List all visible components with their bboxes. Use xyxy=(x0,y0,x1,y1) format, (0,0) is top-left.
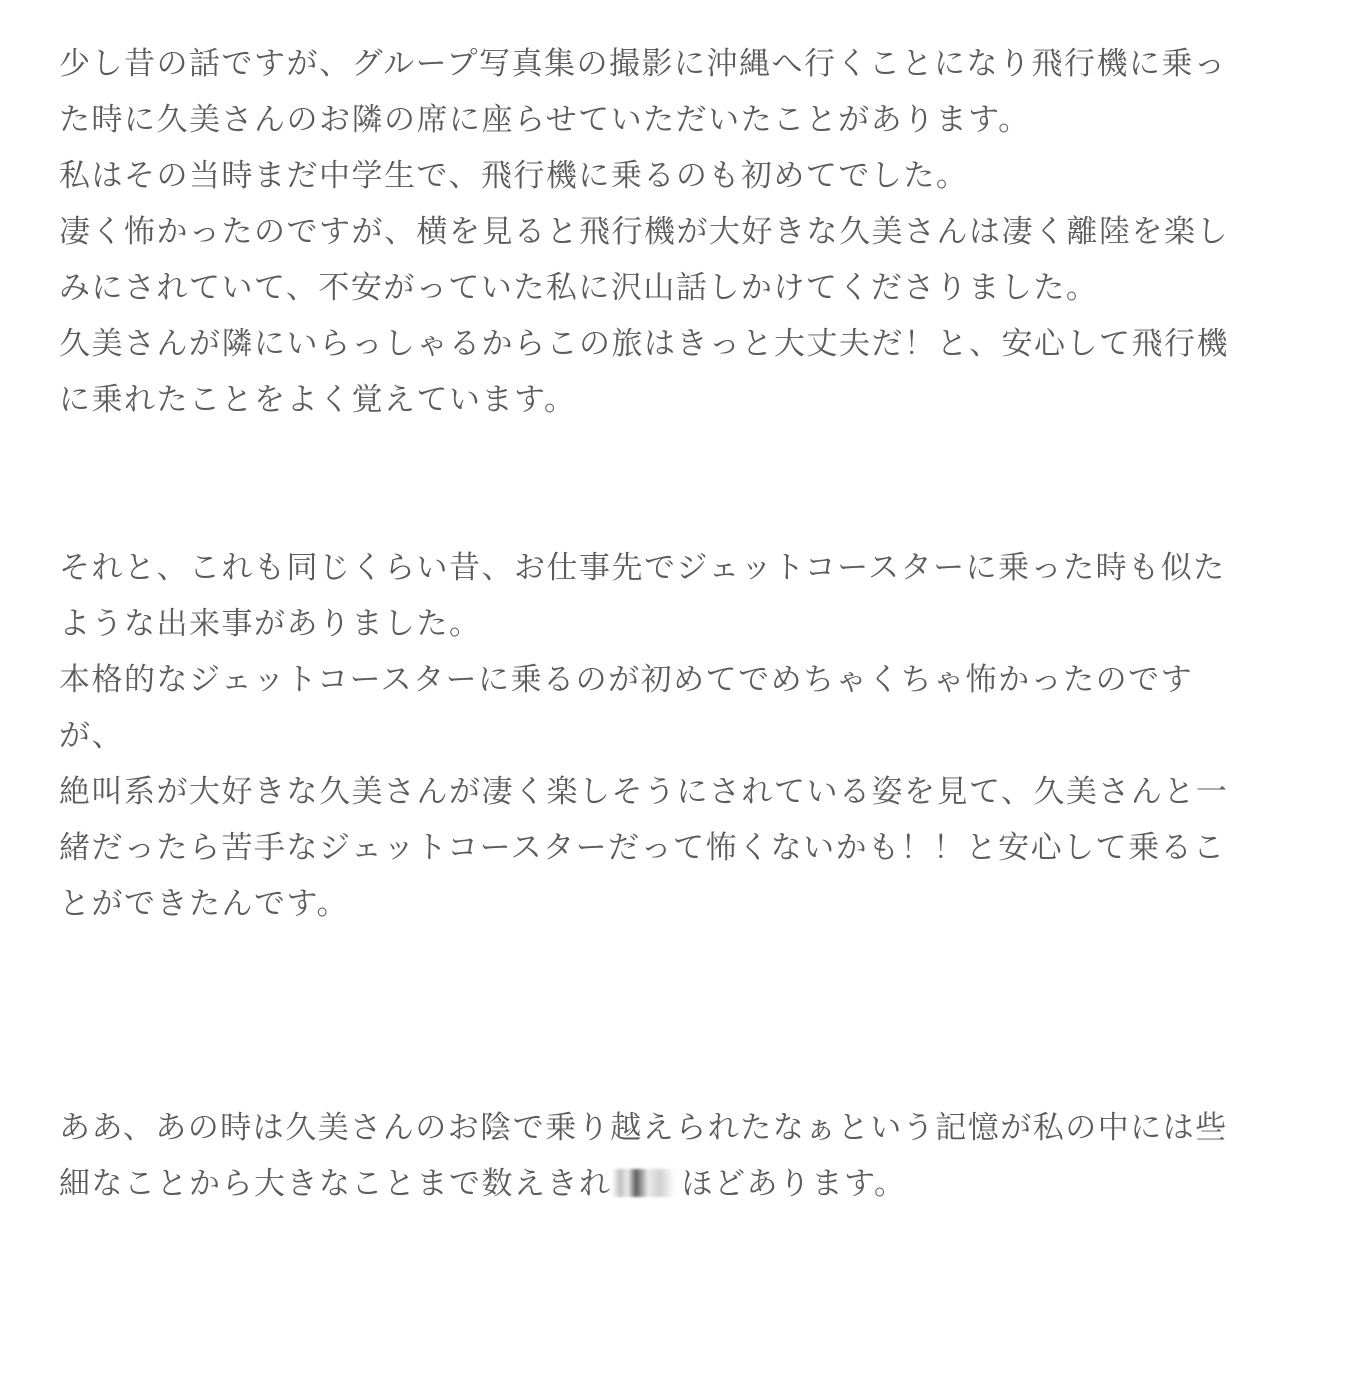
paragraph-3 xyxy=(59,1100,1299,1212)
text-line: 私はその当時まだ中学生で、飛行機に乗るのも初めてでした。 xyxy=(59,158,969,194)
text-line: 本格的なジェットコースターに乗るのが初めてでめちゃくちゃ怖かったのです xyxy=(59,662,1194,698)
text-line: とができたんです。 xyxy=(59,886,350,922)
text-line: ああ、あの時は久美さんのお陰で乗り越えられたなぁという記憶が私の中には些 xyxy=(59,1110,1228,1146)
text-line: ような出来事がありました。 xyxy=(59,606,482,642)
text-line: た時に久美さんのお隣の席に座らせていただいたことがあります。 xyxy=(59,102,1031,138)
text-line: に乗れたことをよく覚えています。 xyxy=(59,382,577,418)
paragraph-1 xyxy=(59,36,1299,428)
text-line: みにされていて、不安がっていた私に沢山話しかけてくださりました。 xyxy=(59,270,1099,306)
text-fragment: ほどあります。 xyxy=(681,1166,907,1202)
text-line: 少し昔の話ですが、グループ写真集の撮影に沖縄へ行くことになり飛行機に乗っ xyxy=(59,46,1227,82)
text-line: それと、これも同じくらい昔、お仕事先でジェットコースターに乗った時も似た xyxy=(59,550,1226,586)
text-line: 絶叫系が大好きな久美さんが凄く楽しそうにされている姿を見て、久美さんと一 xyxy=(59,774,1229,810)
paragraph-2 xyxy=(59,540,1299,932)
text-line-with-redaction xyxy=(59,1156,1299,1212)
text-line: 凄く怖かったのですが、横を見ると飛行機が大好きな久美さんは凄く離陸を楽し xyxy=(59,214,1229,250)
paragraph-spacer xyxy=(59,932,1299,1100)
paragraph-spacer xyxy=(59,428,1299,540)
text-line: が、 xyxy=(59,718,124,754)
text-line: 久美さんが隣にいらっしゃるからこの旅はきっと大丈夫だ！と、安心して飛行機 xyxy=(59,326,1229,362)
text-fragment: 細なことから大きなことまで数えきれ xyxy=(59,1166,612,1202)
text-line: 緒だったら苦手なジェットコースターだって怖くないかも！！と安心して乗るこ xyxy=(59,830,1226,866)
article-body xyxy=(59,36,1299,1212)
blurred-text-redaction xyxy=(612,1169,678,1197)
